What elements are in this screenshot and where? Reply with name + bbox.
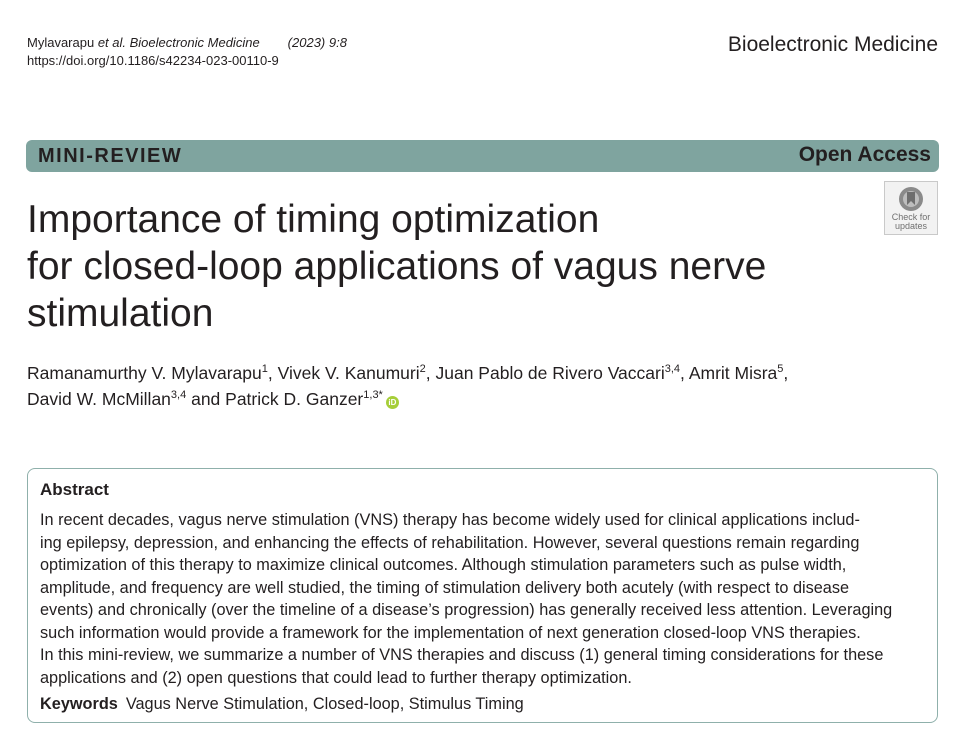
- article-type-banner: [26, 140, 939, 172]
- author-list: [27, 360, 907, 412]
- author-separator: ,: [267, 363, 278, 383]
- badge-text-line2: updates: [894, 221, 928, 231]
- keywords-label: Keywords: [40, 695, 118, 713]
- author-name: David W. McMillan: [27, 389, 171, 409]
- badge-text-line1: Check for: [891, 212, 931, 222]
- abstract-line: amplitude, and frequency are well studied, the timing of stimulation delivery both acutely (with respect to disease: [40, 578, 850, 597]
- abstract-line: applications and (2) open questions that could lead to further therapy optimization.: [40, 668, 632, 687]
- abstract-line: events) and chronically (over the timeline of a disease’s progression) has generally received less attention. Leveraging: [40, 601, 893, 619]
- author-separator: ,: [783, 363, 789, 383]
- citation-line: [27, 34, 347, 52]
- doi-link[interactable]: https://doi.org/10.1186/s42234-023-00110-9: [27, 53, 279, 68]
- check-for-updates-badge[interactable]: [884, 181, 938, 235]
- author-name: Vivek V. Kanumuri: [277, 363, 420, 383]
- abstract-line: such information would provide a framework for the implementation of next generation closed-loop VNS therapies.: [40, 623, 861, 642]
- author-affiliation: 5: [777, 363, 784, 375]
- author-name: Ramanamurthy V. Mylavarapu: [27, 363, 262, 383]
- abstract-heading: Abstract: [40, 480, 109, 499]
- author-separator: ,: [425, 363, 436, 383]
- author-affiliation: 2: [419, 363, 426, 375]
- abstract-line: In this mini-review, we summarize a number of VNS therapies and discuss (1) general timing considerations for these: [40, 646, 884, 664]
- abstract-box: [27, 468, 938, 723]
- article-type-label: MINI-REVIEW: [38, 145, 183, 167]
- open-access-label: Open Access: [798, 143, 931, 166]
- author-affiliation: 3,4: [664, 363, 681, 375]
- title-line: Importance of timing optimization: [27, 198, 600, 241]
- author-name: Juan Pablo de Rivero Vaccari: [435, 363, 665, 383]
- abstract-line: ing epilepsy, depression, and enhancing the effects of rehabilitation. However, several questions remain regarding: [40, 533, 860, 552]
- journal-name: Bioelectronic Medicine: [727, 33, 938, 56]
- article-title: [27, 196, 877, 337]
- citation-block: [27, 34, 347, 70]
- title-line: stimulation: [27, 292, 214, 335]
- keywords-list: Vagus Nerve Stimulation, Closed-loop, Stimulus Timing: [125, 695, 524, 713]
- abstract-line: optimization of this therapy to maximize clinical outcomes. Although stimulation parameters such as pulse width,: [40, 556, 847, 574]
- abstract-line: In recent decades, vagus nerve stimulation (VNS) therapy has become widely used for clinical applications includ-: [40, 511, 860, 529]
- author-separator: ,: [680, 363, 689, 383]
- abstract-body: [40, 509, 925, 689]
- author-affiliation: 1,3*: [363, 389, 383, 401]
- author-name: Patrick D. Ganzer: [225, 389, 364, 409]
- citation-authors: Mylavarapu: [27, 35, 98, 50]
- citation-journal: et al. Bioelectronic Medicine: [97, 35, 260, 50]
- citation-year: (2023) 9:8: [287, 35, 347, 50]
- author-name: Amrit Misra: [688, 363, 778, 383]
- author-affiliation: 1: [261, 363, 268, 375]
- orcid-icon[interactable]: iD: [386, 396, 399, 409]
- author-affiliation: 3,4: [170, 389, 187, 401]
- title-line: for closed-loop applications of vagus nerve: [27, 245, 767, 288]
- author-separator: and: [186, 389, 226, 409]
- check-for-updates-icon: [897, 185, 925, 213]
- keywords-row: [40, 695, 524, 714]
